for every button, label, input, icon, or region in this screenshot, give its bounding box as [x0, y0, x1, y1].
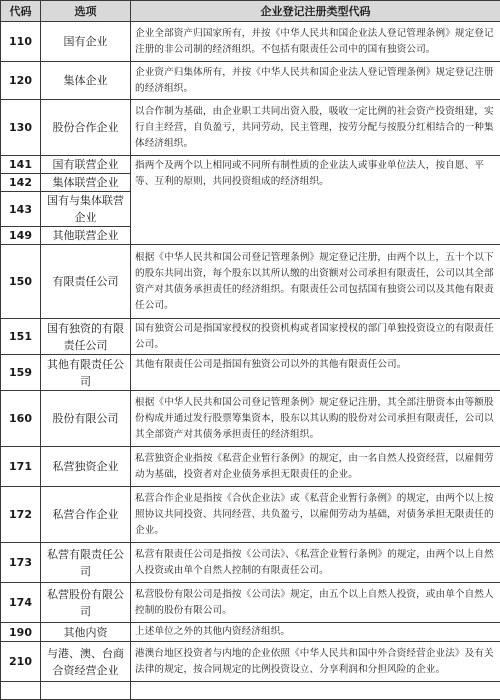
table-row [1, 487, 500, 543]
table-row [1, 156, 500, 174]
row-description [131, 682, 500, 700]
row-name: 私营股份有限公司 [41, 583, 131, 623]
row-code: 159 [1, 355, 41, 391]
row-name: 国有企业 [41, 22, 131, 62]
table-row [1, 623, 500, 642]
header-item: 选项 [41, 1, 131, 22]
table-row [1, 100, 500, 156]
row-description-text: 企业全部资产归国家所有，并按《中华人民共和国企业法人登记管理条例》规定登记注册的非公司制的经济组织。不包括有限责任公司中的国有独资公司。 [135, 26, 496, 58]
row-code: 160 [1, 391, 41, 447]
row-description [131, 100, 500, 156]
row-name: 私营独资企业 [41, 447, 131, 487]
table-row [1, 682, 500, 700]
row-name: 其他内资 [41, 623, 131, 642]
row-code: 149 [1, 227, 41, 245]
row-description-text: 根据《中华人民共和国公司登记管理条例》规定登记注册，由两个以上，五十个以下的股东共同出资，每个股东以其所认缴的出资额对公司承担有限责任，公司以其全部资产对其债务承担责任的经济组织。有限责任公司包括国有独资公司以及其他有限责任公司。 [135, 250, 496, 314]
row-code: 130 [1, 100, 41, 156]
table-row [1, 355, 500, 391]
row-code: 172 [1, 487, 41, 543]
row-code: 171 [1, 447, 41, 487]
row-description [131, 447, 500, 487]
row-code: 142 [1, 174, 41, 192]
table-row [1, 245, 500, 319]
row-description-text: 其他有限责任公司是指国有独资公司以外的其他有限责任公司。 [135, 357, 496, 373]
row-description [131, 62, 500, 100]
table-row [1, 447, 500, 487]
row-description-text: 私营合作企业是指按《合伙企业法》或《私营企业暂行条例》的规定，由两个以上按照协议共同投资、共同经营、共负盈亏，以雇佣劳动为基础，对债务承担无限责任的企业。 [135, 491, 496, 539]
row-description-text: 上述单位之外的其他内资经济组织。 [135, 624, 496, 640]
row-code: 174 [1, 583, 41, 623]
row-name: 国有联营企业 [41, 156, 131, 174]
row-description-text: 根据《中华人民共和国公司登记管理条例》规定登记注册，其全部注册资本由等额股份构成并通过发行股票筹集资本，股东以其认购的股份对公司承担有限责任，公司以其全部资产对其债务承担责任的经济组织。 [135, 395, 496, 443]
row-description [131, 623, 500, 642]
row-code: 143 [1, 192, 41, 227]
row-description-text: 私营股份有限公司是指按《公司法》规定，由五个以上自然人投资，或由单个自然人控制的股份有限公司。 [135, 587, 496, 619]
row-description [131, 583, 500, 623]
row-description-text: 企业资产归集体所有，并按《中华人民共和国企业法人登记管理条例》规定登记注册的经济组织。 [135, 65, 496, 97]
row-description [131, 391, 500, 447]
row-name: 国有独资的有限责任公司 [41, 319, 131, 355]
row-description [131, 156, 500, 245]
row-name: 私营有限责任公司 [41, 543, 131, 583]
row-description [131, 642, 500, 682]
row-description-text: 以合作制为基础，由企业职工共同出资入股，吸收一定比例的社会资产投资组建，实行自主经营，自负盈亏，共同劳动，民主管理，按劳分配与按股分红相结合的一种集体经济组织。 [135, 104, 496, 152]
row-name: 其他有限责任公司 [41, 355, 131, 391]
row-description [131, 487, 500, 543]
row-code: 110 [1, 22, 41, 62]
table-row [1, 391, 500, 447]
row-name: 与港、澳、台商合资经营企业 [41, 642, 131, 682]
row-name: 私营合作企业 [41, 487, 131, 543]
header-code: 代码 [1, 1, 41, 22]
table-row [1, 22, 500, 62]
header-description: 企业登记注册类型代码 [131, 1, 500, 22]
row-code [1, 682, 41, 700]
row-code: 120 [1, 62, 41, 100]
row-code: 210 [1, 642, 41, 682]
row-description-text: 国有独资公司是指国家授权的投资机构或者国家授权的部门单独投资设立的有限责任公司。 [135, 321, 496, 353]
row-description-text: 私营有限责任公司是指按《公司法》、《私营企业暂行条例》的规定，由两个以上自然人投资或由单个自然人控制的有限责任公司。 [135, 547, 496, 579]
row-code: 150 [1, 245, 41, 319]
row-description [131, 355, 500, 391]
row-code: 141 [1, 156, 41, 174]
row-name: 集体联营企业 [41, 174, 131, 192]
row-description [131, 22, 500, 62]
row-name [41, 682, 131, 700]
row-description-text: 港澳台地区投资者与内地的企业依照《中华人民共和国中外合资经营企业法》及有关法律的规定，按合同规定的比例投资设立、分享利润和分担风险的企业。 [135, 646, 496, 678]
row-name: 股份有限公司 [41, 391, 131, 447]
row-name: 国有与集体联营企业 [41, 192, 131, 227]
row-code: 151 [1, 319, 41, 355]
row-name: 有限责任公司 [41, 245, 131, 319]
row-description [131, 543, 500, 583]
row-description [131, 245, 500, 319]
table-row [1, 583, 500, 623]
row-description [131, 319, 500, 355]
table-header-row [1, 1, 500, 22]
row-name: 其他联营企业 [41, 227, 131, 245]
table-row [1, 62, 500, 100]
table-row [1, 543, 500, 583]
table-row [1, 319, 500, 355]
row-description-text: 私营独资企业指按《私营企业暂行条例》的规定，由一名自然人投资经营，以雇佣劳动为基础，投资者对企业债务承担无限责任的企业。 [135, 451, 496, 483]
table-row [1, 642, 500, 682]
row-description-text: 指两个及两个以上相同或不同所有制性质的企业法人或事业单位法人，按自愿、平等、互利的原则，共同投资组成的经济组织。 [135, 158, 496, 190]
row-name: 股份合作企业 [41, 100, 131, 156]
row-name: 集体企业 [41, 62, 131, 100]
row-code: 190 [1, 623, 41, 642]
row-code: 173 [1, 543, 41, 583]
